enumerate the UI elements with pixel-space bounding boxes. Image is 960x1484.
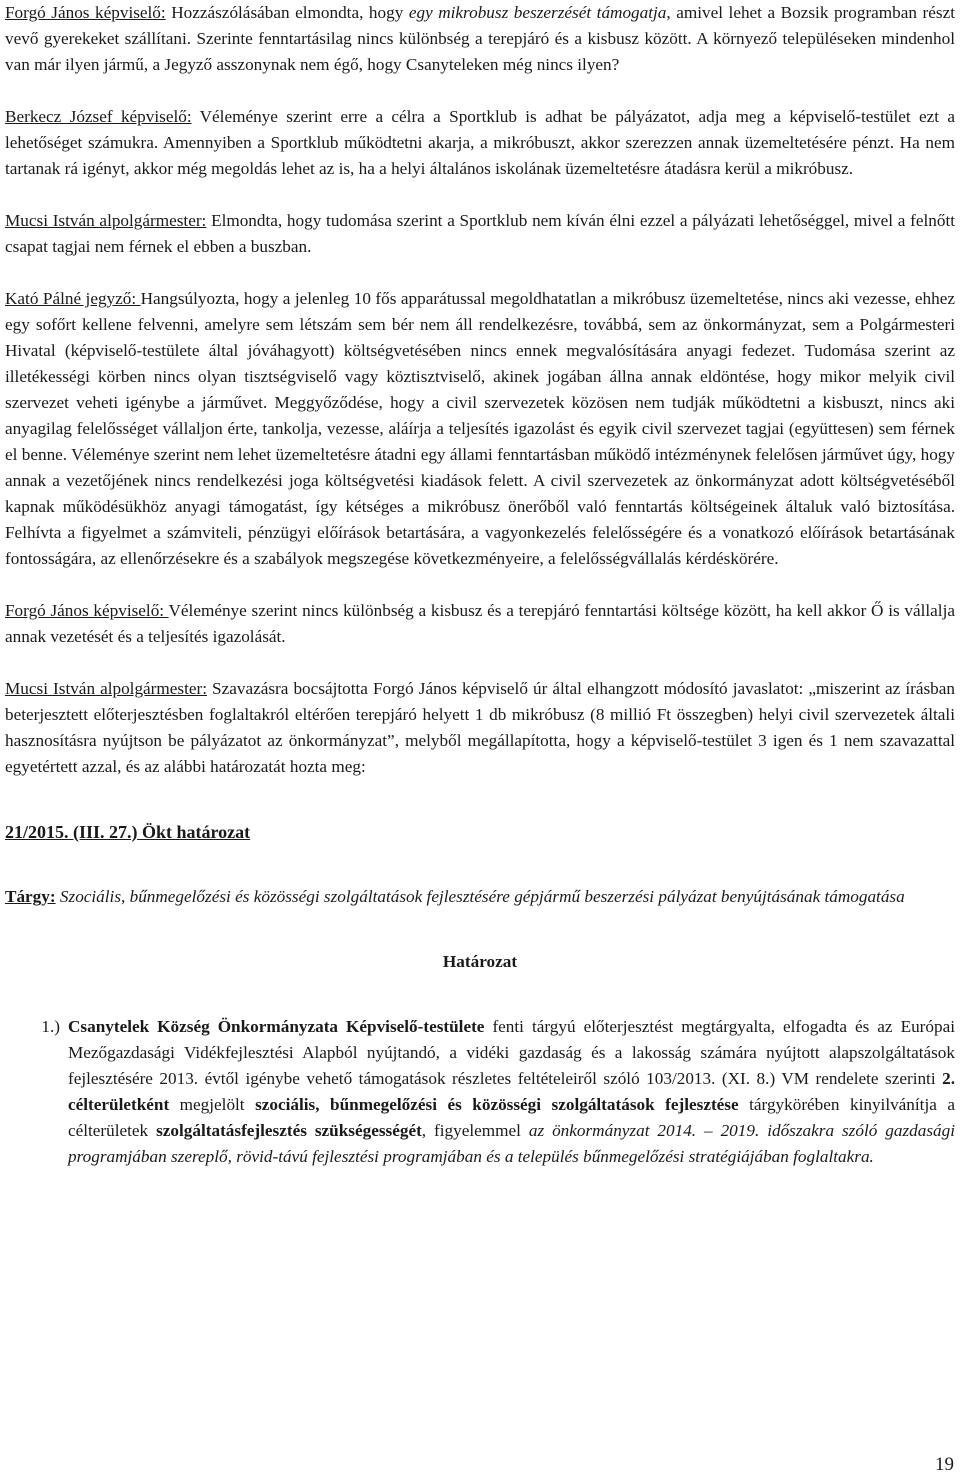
item-italic-text: az önkormányzat 2014. – 2019. időszakra szóló gazdasági programjában szereplő, rövid-távú fejlesztési programjában és a település bűnmegelőzési stratégiájában foglaltakra. <box>68 1121 955 1166</box>
resolution-heading: Határozat <box>442 952 518 971</box>
subject-text: Szociális, bűnmegelőzési és közösségi szolgáltatások fejlesztésére gépjármű beszerzési pályázat benyújtásának támogatása <box>55 887 905 906</box>
page-number: 19 <box>935 1454 954 1475</box>
item-bold-text: szociális, bűnmegelőzési és közösségi szolgáltatások fejlesztése <box>255 1095 739 1114</box>
subject-label: Tárgy: <box>5 887 56 906</box>
paragraph-text: , amivel lehet a Bozsik programban részt vevő gyerekeket szállítani. Szerinte fenntartásilag nincs különbség a terepjáró és a kisbusz között. A környező településeken mindenhol van már ilyen jármű, a Jegyző asszonynak nem égő, hogy Csanyteleken még nincs ilyen? <box>5 3 955 74</box>
paragraph-kato <box>5 286 955 572</box>
resolution-number <box>5 819 955 845</box>
item-bold-text: Csanytelek Község Önkormányzata Képviselő-testülete <box>68 1017 485 1036</box>
paragraph-text: Véleménye szerint nincs különbség a kisbusz és a terepjáró fenntartási költsége között, ha kell akkor Ő is vállalja annak vezetését és a teljesítés igazolását. <box>5 601 955 646</box>
paragraph-mucsi-1 <box>5 208 955 260</box>
speaker-name: Kató Pálné jegyző: <box>5 289 141 308</box>
paragraph-forgo-1 <box>5 0 955 78</box>
subject-line <box>5 884 955 910</box>
speaker-name: Forgó János képviselő: <box>5 3 166 22</box>
item-text: , figyelemmel <box>421 1121 529 1140</box>
document-page <box>5 0 955 1170</box>
paragraph-italic-text: egy mikrobusz beszerzését támogatja <box>408 3 667 22</box>
paragraph-text: Szavazásra bocsájtotta Forgó János képviselő úr által elhangzott módosító javaslatot: „miszerint az írásban beterjesztett előterjesztésben foglaltakról eltérően terepjáró helyett 1 db mikróbusz (8 millió Ft összegben) helyi civil szervezetek általi hasznosításra nyújtson be pályázatot az önkormányzat”, melyből megállapította, hogy a képviselő-testület 3 igen és 1 nem szavazattal egyetértett azzal, és az alábbi határozatát hozta meg: <box>5 679 955 776</box>
speaker-name: Forgó János képviselő: <box>5 601 169 620</box>
item-bold-text: 2. célterületként <box>68 1069 955 1114</box>
paragraph-berkecz <box>5 104 955 182</box>
item-bold-text: szolgáltatásfejlesztés szükségességét <box>156 1121 422 1140</box>
resolution-item-1 <box>5 1014 955 1170</box>
speaker-name: Berkecz József képviselő: <box>5 107 192 126</box>
paragraph-forgo-2 <box>5 598 955 650</box>
speaker-name: Mucsi István alpolgármester: <box>5 679 207 698</box>
item-text: tárgykörében kinyilvánítja a célterületek <box>68 1095 955 1140</box>
paragraph-text: Hangsúlyozta, hogy a jelenleg 10 fős apparátussal megoldhatatlan a mikróbusz üzemeltetése, nincs aki vezesse, ehhez egy sofőrt kellene felvenni, amelyre sem létszám sem bér nem áll rendelkezésre, továbbá, sem az önkormányzat, sem a Polgármesteri Hivatal (képviselő-testülete által jóváhagyott) költségvetésében nincs ennek megvalósítására anyagi fedezet. Tudomása szerint az illetékességi körben nincs olyan tisztségviselő vagy köztisztviselő, akinek jogában állna annak eldöntése, hogy mikor melyik civil szervezet veheti igénybe a járművet. Meggyőződése, hogy a civil szervezetek közösen nem tudják működtetni a kisbuszt, nincs aki anyagilag felelősséget vállaljon érte, tankolja, vezesse, aláírja a teljesítés igazolást és egyik civil szervezet tagjai (együttesen) sem férnek el benne. Véleménye szerint nem lehet üzemeltetésre átadni egy állami fenntartásban működő intézménynek felelősen járművet úgy, hogy annak a vezetőjének nincs rendelkezési joga költségvetési kiadások felett. A civil szervezetek az önkormányzat adott költségvetéséből kapnak működésükhöz anyagi támogatást, így kétséges a mikróbusz önerőből való fenntartás költségeinek általuk való biztosítása. Felhívta a figyelmet a számviteli, pénzügyi előírások betartására, a vagyonkezelés felelősségére és a vonatkozó előírások betartásának fontosságára, az ellenőrzésekre és a szabályok megszegése következményeire, a felelősségvállalás kérdéskörére. <box>5 289 955 568</box>
paragraph-mucsi-2 <box>5 676 955 780</box>
speaker-name: Mucsi István alpolgármester: <box>5 211 207 230</box>
paragraph-text: Véleménye szerint erre a célra a Sportklub is adhat be pályázatot, adja meg a képviselő-testület ezt a lehetőséget számukra. Amennyiben a Sportklub működtetni akarja, a mikróbuszt, akkor szerezzen annak üzemeltetésére pénzt. Ha nem tartanak rá igényt, akkor még megoldás lehet az is, ha a helyi általános iskolának üzemeltetésre átadásra kerül a mikróbusz. <box>5 107 955 178</box>
item-number: 1.) <box>41 1017 60 1036</box>
item-text: fenti tárgyú előterjesztést megtárgyalta, elfogadta és az Európai Mezőgazdasági Vidékfejlesztési Alapból nyújtandó, a vidéki gazdaság és a lakosság számára nyújtott alapszolgáltatások fejlesztésére 2013. évtől igénybe vehető támogatások részletes feltételeiről szóló 103/2013. (XI. 8.) VM rendelete szerinti <box>68 1017 955 1088</box>
paragraph-text: Hozzászólásában elmondta, hogy <box>165 3 409 22</box>
item-text: megjelölt <box>169 1095 256 1114</box>
item-body <box>68 1014 955 1170</box>
paragraph-text: Elmondta, hogy tudomása szerint a Sportklub nem kíván élni ezzel a pályázati lehetőséggel, mivel a felnőtt csapat tagjai nem férnek el ebben a buszban. <box>5 211 955 256</box>
resolution-number-text: 21/2015. (III. 27.) Ökt határozat <box>5 822 251 842</box>
